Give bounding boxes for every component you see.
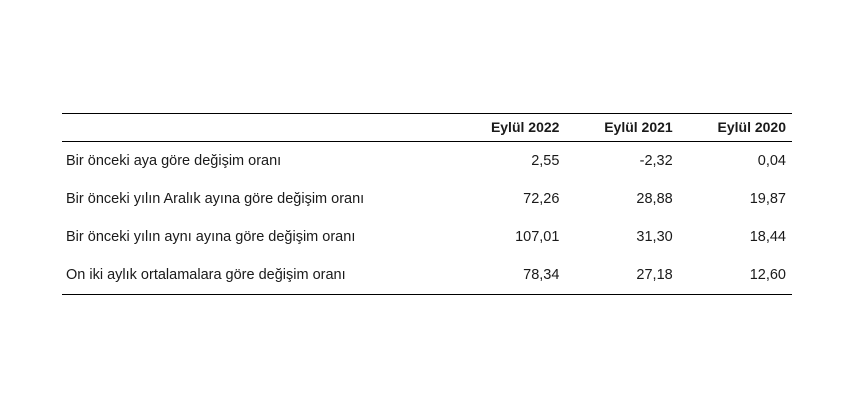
cell-value: 72,26 (523, 191, 560, 207)
cell-value: 2,55 (531, 153, 560, 169)
table-row (62, 256, 792, 295)
row-label: Bir önceki yılın Aralık ayına göre değişim oranı (66, 191, 365, 207)
table-row (62, 180, 792, 218)
column-header-eylul-2021: Eylül 2021 (604, 119, 673, 135)
table-header (62, 114, 792, 142)
column-header-eylul-2022: Eylül 2022 (490, 119, 560, 135)
table-body (62, 142, 792, 295)
statistics-table (62, 113, 792, 295)
table-row (62, 218, 792, 256)
cell-value: 27,18 (636, 267, 673, 283)
cell-value: 18,44 (749, 229, 786, 245)
cell-value: 31,30 (636, 229, 673, 245)
cell-value: -2,32 (639, 153, 673, 169)
column-header-row-label (62, 114, 452, 142)
table-row (62, 142, 792, 181)
column-header-eylul-2020: Eylül 2020 (717, 119, 786, 135)
row-label: On iki aylık ortalamalara göre değişim oranı (66, 267, 346, 283)
cell-value: 28,88 (636, 191, 673, 207)
table-header-row (62, 114, 792, 142)
cell-value: 78,34 (523, 267, 560, 283)
cell-value: 107,01 (515, 229, 560, 245)
cell-value: 12,60 (749, 267, 786, 283)
row-label: Bir önceki yılın aynı ayına göre değişim oranı (66, 229, 356, 245)
cell-value: 0,04 (757, 153, 786, 169)
cell-value: 19,87 (749, 191, 786, 207)
row-label: Bir önceki aya göre değişim oranı (66, 153, 282, 169)
statistics-table-container (62, 113, 792, 295)
